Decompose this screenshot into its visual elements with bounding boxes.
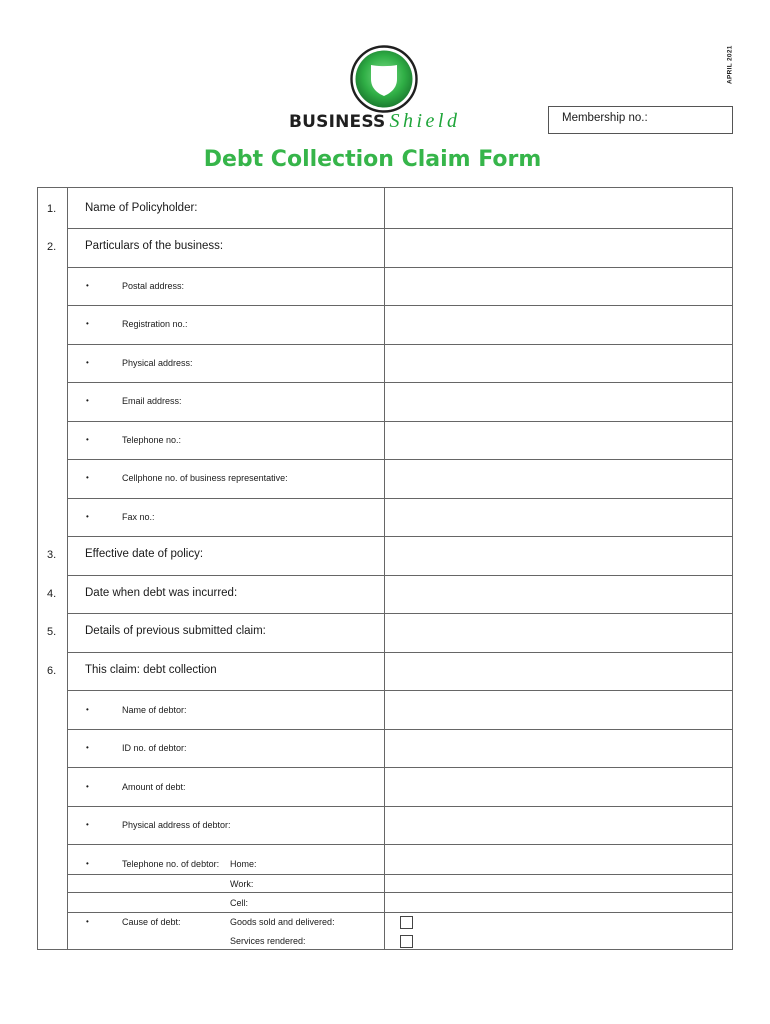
label-telephone-no: Telephone no.: <box>122 435 182 445</box>
row-divider <box>67 305 732 306</box>
row-divider <box>67 912 732 913</box>
label-cellphone-representative: Cellphone no. of business representative: <box>122 473 288 483</box>
section-number-4: 4. <box>47 588 57 600</box>
row-divider <box>67 844 732 845</box>
label-registration-no: Registration no.: <box>122 319 188 329</box>
label-physical-address: Physical address: <box>122 358 193 368</box>
label-services-rendered: Services rendered: <box>230 936 306 946</box>
brand-logotype <box>289 110 461 136</box>
row-divider <box>67 892 732 893</box>
row-divider <box>67 344 732 345</box>
row-divider <box>67 767 732 768</box>
section-label-debt-incurred-date: Date when debt was incurred: <box>85 587 238 599</box>
form-date: APRIL 2021 <box>726 45 734 85</box>
section-label-business: Particulars of the business: <box>85 240 224 252</box>
page-title: Debt Collection Claim Form <box>203 147 542 172</box>
row-divider <box>67 267 732 268</box>
membership-number-label: Membership no.: <box>562 112 648 124</box>
bullet: • <box>86 705 89 714</box>
row-divider <box>67 806 732 807</box>
brand-word-business: BUSINESS <box>289 112 386 132</box>
row-divider <box>67 729 732 730</box>
section-number-6: 6. <box>47 665 57 677</box>
section-label-policyholder: Name of Policyholder: <box>85 202 198 214</box>
row-divider <box>67 690 732 691</box>
row-divider <box>67 652 732 653</box>
number-column-divider <box>67 188 68 949</box>
goods-sold-checkbox[interactable] <box>400 916 413 929</box>
label-phone-home: Home: <box>230 859 257 869</box>
label-debt-amount: Amount of debt: <box>122 782 186 792</box>
bullet: • <box>86 782 89 791</box>
bullet: • <box>86 396 89 405</box>
bullet: • <box>86 435 89 444</box>
section-label-effective-date: Effective date of policy: <box>85 548 204 560</box>
bullet: • <box>86 743 89 752</box>
row-divider <box>67 228 732 229</box>
label-debtor-id: ID no. of debtor: <box>122 743 187 753</box>
section-number-5: 5. <box>47 626 57 638</box>
label-goods-sold: Goods sold and delivered: <box>230 917 335 927</box>
section-label-previous-claim: Details of previous submitted claim: <box>85 625 266 637</box>
row-divider <box>67 575 732 576</box>
bullet: • <box>86 512 89 521</box>
section-label-this-claim: This claim: debt collection <box>85 664 217 676</box>
row-divider <box>67 498 732 499</box>
section-number-2: 2. <box>47 241 57 253</box>
label-debtor-telephone: Telephone no. of debtor: <box>122 859 220 869</box>
bullet: • <box>86 281 89 290</box>
label-debtor-name: Name of debtor: <box>122 705 187 715</box>
services-rendered-checkbox[interactable] <box>400 935 413 948</box>
row-divider <box>67 421 732 422</box>
label-cause-of-debt: Cause of debt: <box>122 917 181 927</box>
label-debtor-physical-address: Physical address of debtor: <box>122 820 231 830</box>
membership-number-field[interactable] <box>548 106 733 134</box>
row-divider <box>67 874 732 875</box>
bullet: • <box>86 859 89 868</box>
label-phone-cell: Cell: <box>230 898 249 908</box>
bullet: • <box>86 358 89 367</box>
label-phone-work: Work: <box>230 879 254 889</box>
claim-form-table <box>37 187 733 950</box>
label-email-address: Email address: <box>122 396 182 406</box>
section-number-3: 3. <box>47 549 57 561</box>
row-divider <box>67 613 732 614</box>
row-divider <box>67 459 732 460</box>
label-fax-no: Fax no.: <box>122 512 155 522</box>
brand-word-shield: Shield <box>389 110 461 132</box>
answer-column-divider <box>384 188 385 949</box>
bullet: • <box>86 917 89 926</box>
section-number-1: 1. <box>47 203 57 215</box>
row-divider <box>67 382 732 383</box>
business-shield-logo-icon <box>350 45 418 113</box>
bullet: • <box>86 473 89 482</box>
label-postal-address: Postal address: <box>122 281 185 291</box>
bullet: • <box>86 820 89 829</box>
bullet: • <box>86 319 89 328</box>
row-divider <box>67 536 732 537</box>
